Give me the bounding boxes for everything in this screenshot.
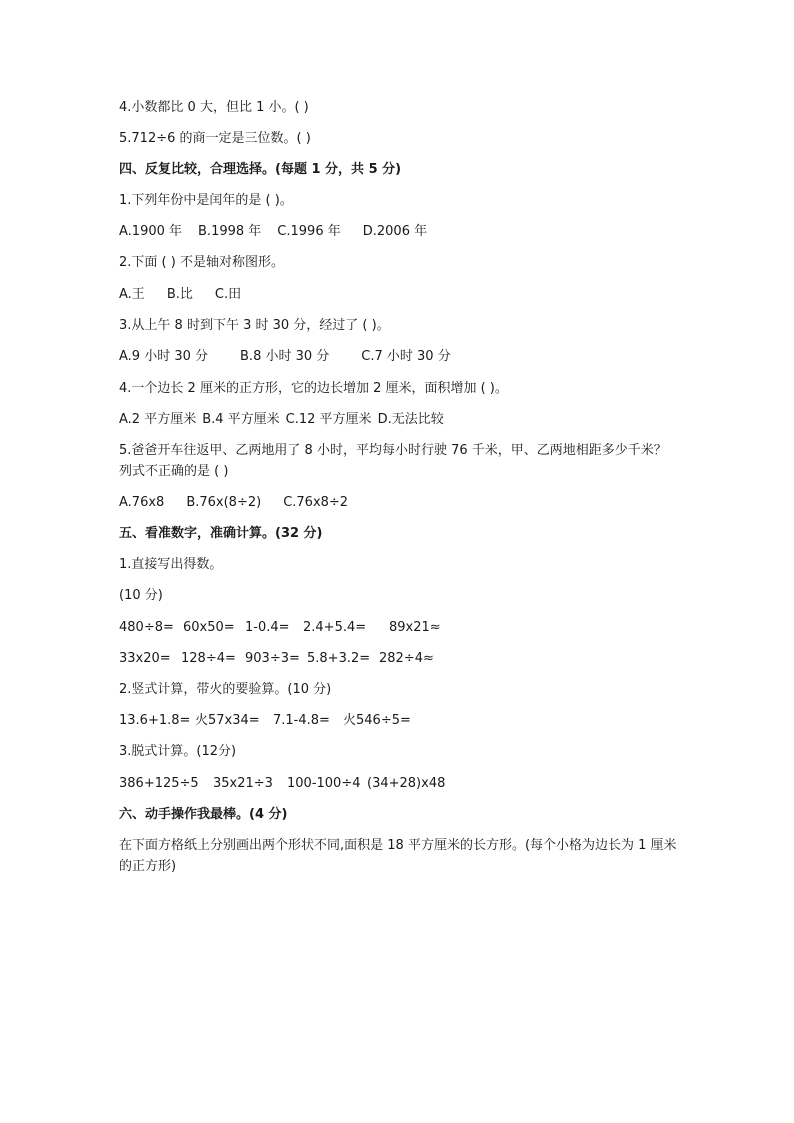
s4-q3-option-a: A.9 小时 30 分 <box>119 349 209 364</box>
s5-p2-item: 7.1-4.8= <box>273 713 330 728</box>
s4-q4-stem: 4.一个边长 2 厘米的正方形，它的边长增加 2 厘米，面积增加 ( )。 <box>119 381 508 396</box>
s5-p1-r1-item: 2.4+5.4= <box>303 620 367 635</box>
s5-p2-item: 火546÷5= <box>343 713 411 728</box>
section-4-title: 四、反复比较，合理选择。(每题 1 分，共 5 分) <box>119 162 402 177</box>
s4-q5-option-b: B.76x(8÷2) <box>186 495 262 510</box>
s4-q3-stem: 3.从上午 8 时到下午 3 时 30 分，经过了 ( )。 <box>119 318 390 333</box>
s5-p2-stem: 2.竖式计算，带火的要验算。(10 分) <box>119 682 332 697</box>
s6-instruction: 在下面方格纸上分别画出两个形状不同,面积是 18 平方厘米的长方形。(每个小格为边长为 1 厘米的正方形) <box>119 838 677 874</box>
s5-p1-r2-item: 128÷4= <box>181 651 236 666</box>
s5-p1-r2-item: 5.8+3.2= <box>307 651 371 666</box>
s4-q1-option-a: A.1900 年 <box>119 224 183 239</box>
s4-q4-option-c: C.12 平方厘米 <box>285 412 372 427</box>
s5-p1-r2-item: 903÷3= <box>245 651 300 666</box>
s4-q4-option-a: A.2 平方厘米 <box>119 412 197 427</box>
s4-q2-option-b: B.比 <box>166 287 193 302</box>
s5-p1-r1-item: 60x50= <box>183 620 235 635</box>
s4-q2-stem: 2.下面 ( ) 不是轴对称图形。 <box>119 255 284 270</box>
s4-q2-option-c: C.田 <box>214 287 242 302</box>
s5-p3-row <box>119 773 679 794</box>
judge-question-4: 4.小数都比 0 大，但比 1 小。( ) <box>119 100 309 115</box>
s5-p1-row-2 <box>119 648 679 669</box>
s4-q3-option-b: B.8 小时 30 分 <box>240 349 330 364</box>
s5-p3-item: 100-100÷4 <box>287 776 361 791</box>
s5-p2-item: 13.6+1.8= <box>119 713 191 728</box>
s4-q4-option-b: B.4 平方厘米 <box>202 412 280 427</box>
s4-q1-option-c: C.1996 年 <box>277 224 341 239</box>
judge-question-5: 5.712÷6 的商一定是三位数。( ) <box>119 131 311 146</box>
s4-q1-option-b: B.1998 年 <box>198 224 262 239</box>
s4-q3-option-c: C.7 小时 30 分 <box>361 349 451 364</box>
s5-p1-r1-item: 89x21≈ <box>389 620 441 635</box>
s5-p1-r2-item: 33x20= <box>119 651 171 666</box>
s5-p2-row <box>119 710 679 731</box>
s5-p3-item: 386+125÷5 <box>119 776 199 791</box>
s5-p1-r2-item: 282÷4≈ <box>379 651 434 666</box>
s4-q5-options <box>119 492 679 513</box>
s4-q1-options <box>119 221 679 242</box>
s4-q4-option-d: D.无法比较 <box>377 412 444 427</box>
s4-q5-option-c: C.76x8÷2 <box>283 495 349 510</box>
s5-p3-item: (34+28)x48 <box>367 776 446 791</box>
s5-p1-stem: 1.直接写出得数。 <box>119 557 223 572</box>
s4-q1-stem: 1.下列年份中是闰年的是 ( )。 <box>119 193 293 208</box>
s4-q4-options <box>119 409 679 430</box>
s4-q5-stem: 5.爸爸开车往返甲、乙两地用了 8 小时，平均每小时行驶 76 千米，甲、乙两地相距多少千米？列式不正确的是 ( ) <box>119 443 667 479</box>
s4-q3-options <box>119 346 679 367</box>
s5-p1-r1-item: 1-0.4= <box>245 620 290 635</box>
section-6-title: 六、动手操作我最棒。(4 分) <box>119 807 288 822</box>
s5-p1-r1-item: 480÷8= <box>119 620 174 635</box>
s5-p1-row-1 <box>119 617 679 638</box>
s5-p3-stem: 3.脱式计算。(12分) <box>119 744 237 759</box>
section-5-title: 五、看准数字，准确计算。(32 分) <box>119 526 323 541</box>
s4-q5-option-a: A.76x8 <box>119 495 165 510</box>
s4-q2-options <box>119 284 679 305</box>
s5-p3-item: 35x21÷3 <box>213 776 273 791</box>
s4-q1-option-d: D.2006 年 <box>362 224 428 239</box>
s5-p2-item: 火57x34= <box>195 713 260 728</box>
s4-q2-option-a: A.王 <box>119 287 145 302</box>
s5-p1-score: (10 分) <box>119 588 163 603</box>
